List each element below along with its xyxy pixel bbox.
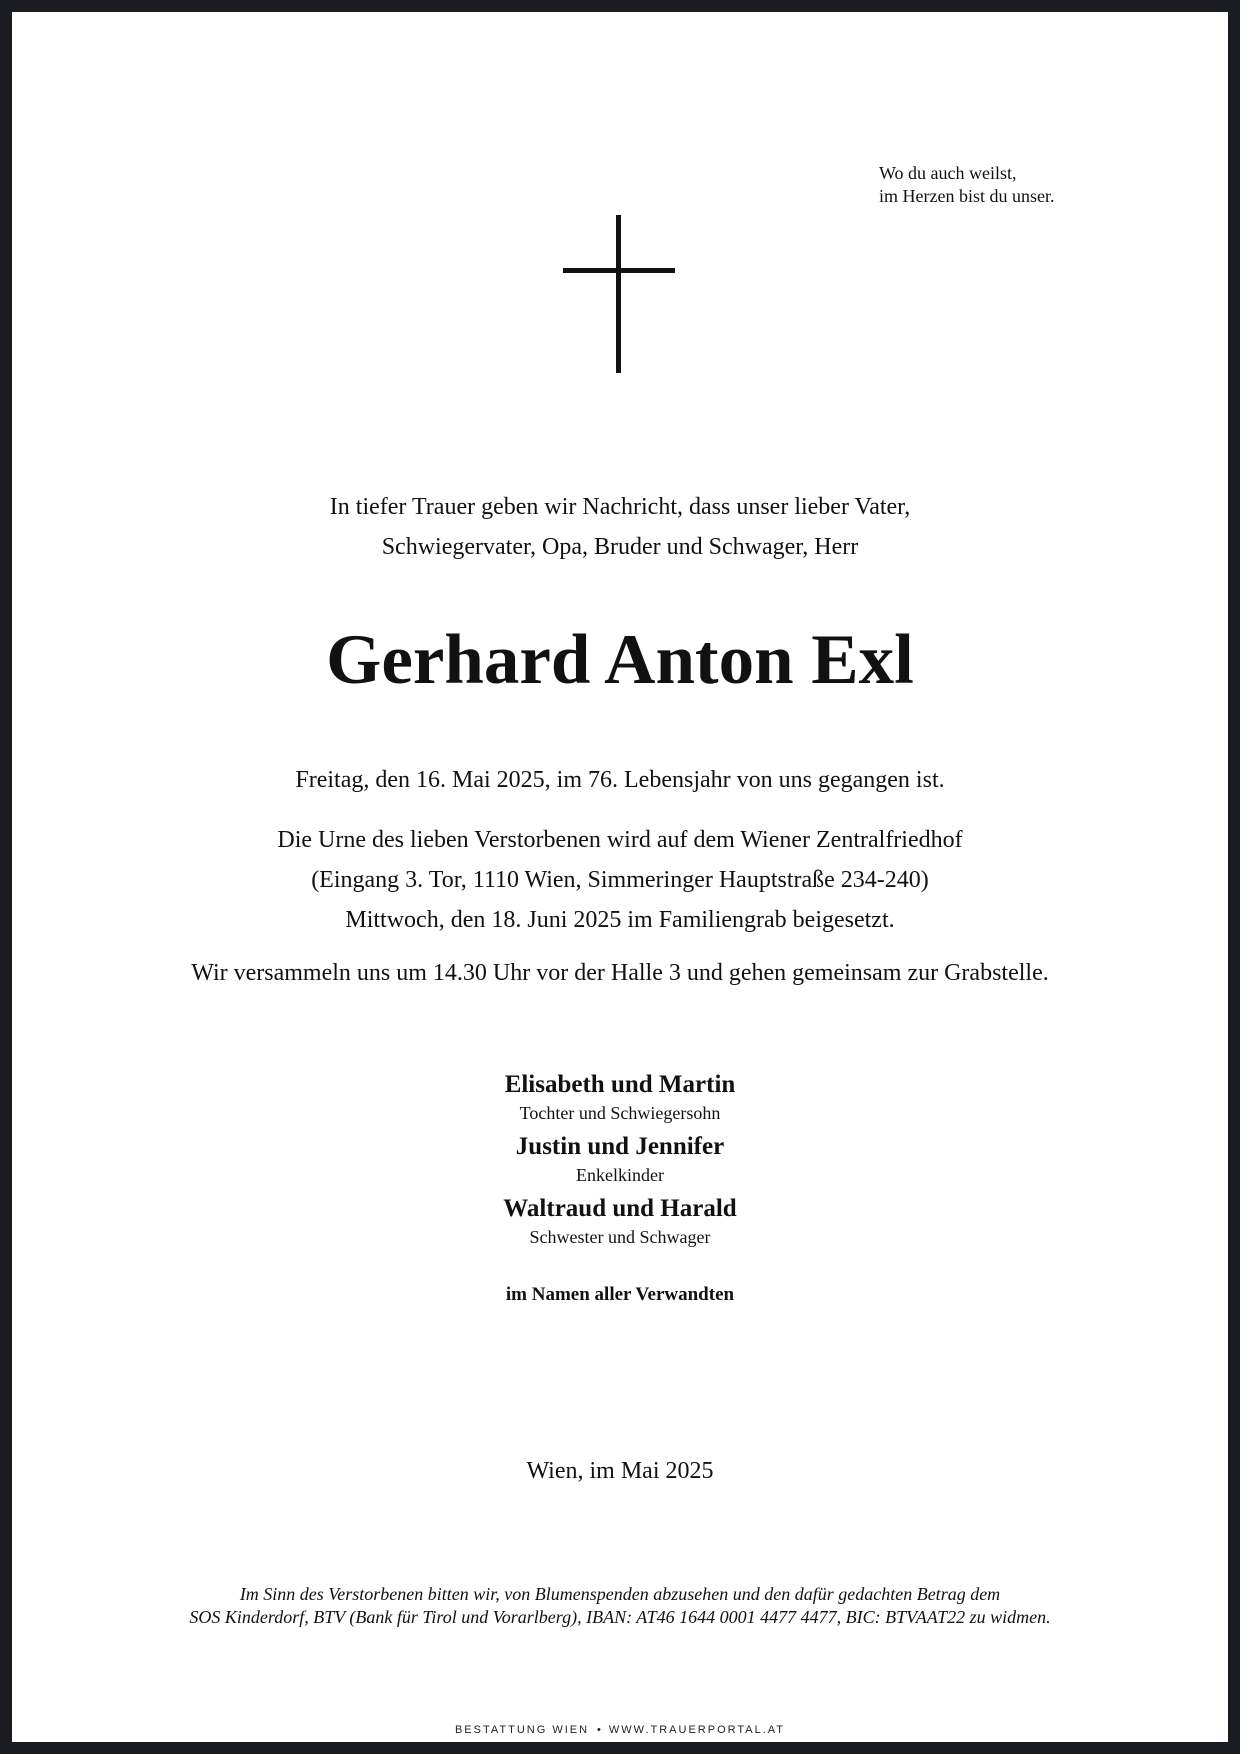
motto	[879, 162, 1054, 208]
intro-line-2: Schwiegervater, Opa, Bruder und Schwager, Herr	[381, 534, 859, 560]
donation-note-line-1: Im Sinn des Verstorbenen bitten wir, von Blumenspenden abzusehen und den dafür gedachten Betrag dem	[239, 1584, 1001, 1604]
cross-icon	[563, 215, 675, 373]
mourner-relation: Tochter und Schwiegersohn	[519, 1103, 721, 1123]
donation-note-line-2: SOS Kinderdorf, BTV (Bank für Tirol und Vorarlberg), IBAN: AT46 1644 0001 4477 4477, BIC: BTVAAT22 zu widmen.	[189, 1607, 1051, 1627]
mourner-relation: Schwester und Schwager	[529, 1227, 711, 1247]
burial-info	[12, 820, 1228, 940]
footer-separator: •	[597, 1724, 601, 1736]
footer-company: BESTATTUNG WIEN	[454, 1724, 590, 1736]
mourner-group	[12, 1070, 1228, 1126]
burial-line-2: (Eingang 3. Tor, 1110 Wien, Simmeringer Hauptstraße 234-240)	[311, 867, 929, 893]
intro-text	[12, 487, 1228, 567]
burial-line-3: Mittwoch, den 18. Juni 2025 im Familiengrab beigesetzt.	[345, 907, 895, 933]
footer-website: WWW.TRAUERPORTAL.AT	[608, 1724, 786, 1736]
obituary-page	[12, 12, 1228, 1742]
mourner-group	[12, 1132, 1228, 1188]
donation-note	[12, 1583, 1228, 1629]
mourners-list	[12, 1070, 1228, 1256]
on-behalf-text: im Namen aller Verwandten	[505, 1284, 735, 1305]
intro-line-1: In tiefer Trauer geben wir Nachricht, dass unser lieber Vater,	[329, 494, 911, 520]
mourner-relation: Enkelkinder	[576, 1165, 664, 1185]
mourner-names: Elisabeth und Martin	[504, 1071, 736, 1098]
mourner-group	[12, 1194, 1228, 1250]
footer	[12, 1723, 1228, 1737]
death-notice: Freitag, den 16. Mai 2025, im 76. Lebensjahr von uns gegangen ist.	[295, 767, 945, 793]
motto-line-2: im Herzen bist du unser.	[879, 186, 1055, 206]
burial-line-1: Die Urne des lieben Verstorbenen wird auf dem Wiener Zentralfriedhof	[277, 827, 963, 853]
deceased-name: Gerhard Anton Exl	[326, 621, 914, 699]
mourner-names: Waltraud und Harald	[503, 1195, 737, 1222]
motto-line-1: Wo du auch weilst,	[879, 163, 1017, 183]
mourner-names: Justin und Jennifer	[515, 1133, 725, 1160]
gathering-info: Wir versammeln uns um 14.30 Uhr vor der Halle 3 und gehen gemeinsam zur Grabstelle.	[191, 960, 1049, 986]
place-date: Wien, im Mai 2025	[526, 1458, 714, 1484]
